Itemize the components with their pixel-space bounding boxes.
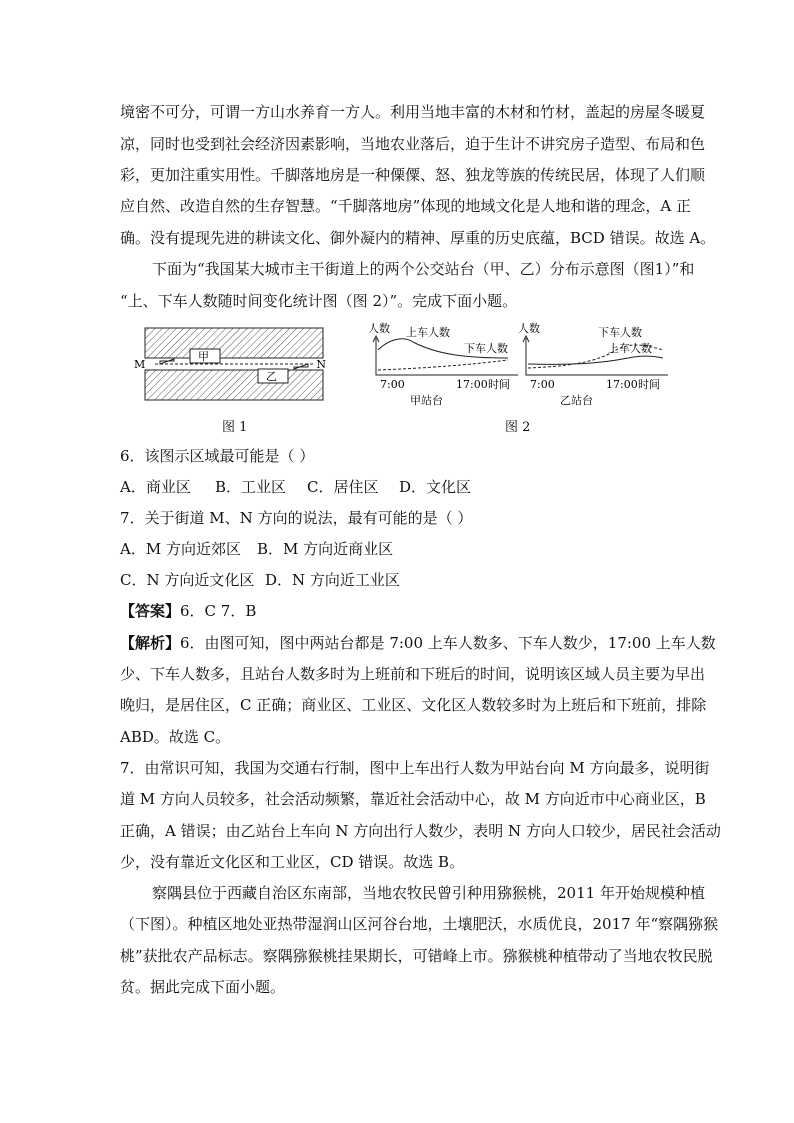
- series-down-label: 下车人数: [464, 342, 508, 355]
- option-c: C．N 方向近文化区: [120, 571, 255, 589]
- text-line: （下图）。种植区地处亚热带湿润山区河谷台地，土壤肥沃，水质优良，2017 年“察隅猕猴: [120, 915, 719, 933]
- option-d: D．N 方向近工业区: [265, 571, 400, 589]
- series-down-line: [378, 360, 508, 370]
- block-north: [145, 328, 323, 358]
- label-m: M: [134, 358, 146, 371]
- text-line: 道 M 方向人员较多，社会活动频繁，靠近社会活动中心，故 M 方向近市中心商业区，B: [120, 790, 706, 808]
- arrow-east-icon: [294, 364, 308, 369]
- xlabel: 时间: [488, 378, 510, 391]
- answer-line: [120, 601, 680, 621]
- series-up-label: 上车人数: [406, 326, 450, 339]
- text-line: 应自然、改造自然的生存智慧。“千脚落地房”体现的地域文化是人地和谐的理念，A 正: [120, 197, 691, 215]
- question-7-options-row1: [120, 539, 680, 559]
- option-c: C．居住区: [307, 478, 379, 496]
- text-line: 7．由常识可知，我国为交通右行制，图中上车出行人数为甲站台向 M 方向最多，说明街: [120, 759, 710, 777]
- text-line: 境密不可分，可谓一方山水养育一方人。利用当地丰富的木材和竹材，盖起的房屋冬暖夏: [120, 103, 706, 121]
- text-line: 少，没有靠近文化区和工业区，CD 错误。故选 B。: [120, 853, 465, 871]
- figure2-chart-yi: [518, 320, 668, 410]
- text-line: 察隅县位于西藏自治区东南部，当地农牧民曾引种用猕猴桃，2011 年开始规模种植: [152, 884, 705, 902]
- ylabel: 人数: [368, 322, 390, 335]
- label-n: N: [316, 358, 326, 371]
- station-label: 乙站台: [560, 394, 593, 407]
- xlabel: 时间: [638, 378, 660, 391]
- question-7: 7．关于街道 M、N 方向的说法，最有可能的是（ ）: [120, 509, 473, 527]
- ylabel: 人数: [518, 322, 540, 335]
- figure2-chart-jia: [368, 320, 518, 410]
- label-yi: 乙: [266, 370, 277, 383]
- intro-line: 下面为“我国某大城市主干街道上的两个公交站台（甲、乙）分布示意图（图1）”和: [152, 260, 695, 278]
- figure1-caption: 图 1: [222, 420, 248, 435]
- text-line: 确。没有提现先进的耕读文化、御外凝内的精神、厚重的历史底蕴，BCD 错误。故选 A。: [120, 229, 716, 247]
- analysis-tag: 【解析】: [120, 634, 181, 652]
- question-7-options-row2: [120, 570, 680, 590]
- text-line: 晚归，是居住区，C 正确；商业区、工业区、文化区人数较多时为上班后和下班前，排除: [120, 696, 707, 714]
- text-line: 彩，更加注重实用性。千脚落地房是一种傈僳、怒、独龙等族的传统民居，体现了人们顺: [120, 166, 706, 184]
- analysis-text: 6．由图可知，图中两站台都是 7:00 上车人数多、下车人数少，17:00 上车人数: [180, 634, 716, 652]
- label-jia: 甲: [198, 350, 209, 363]
- question-6: 6．该图示区域最可能是（ ）: [120, 447, 315, 465]
- analysis-line: [120, 633, 716, 653]
- figure-area: [130, 320, 670, 435]
- series-up-line: [528, 356, 663, 364]
- answer-tag: 【答案】: [120, 602, 181, 620]
- tick-7: 7:00: [530, 378, 555, 391]
- text-line: ABD。故选 C。: [120, 728, 231, 746]
- text-line: 桃”获批农产品标志。察隅猕猴桃挂果期长，可错峰上市。猕猴桃种植带动了当地农牧民脱: [120, 947, 713, 965]
- block-south: [145, 370, 323, 400]
- question-6-options: [120, 477, 680, 497]
- series-up-label: 上车人数: [608, 342, 652, 355]
- option-d: D．文化区: [399, 478, 472, 496]
- arrow-west-icon: [160, 359, 174, 364]
- series-down-label: 下车人数: [598, 326, 642, 339]
- figure2-caption: 图 2: [505, 420, 531, 435]
- text-line: 少、下车人数多，且站台人数多时为上班前和下班后的时间，说明该区域人员主要为早出: [120, 665, 706, 683]
- tick-7: 7:00: [380, 378, 405, 391]
- answer-text: 6．C 7．B: [180, 602, 257, 620]
- tick-17: 17:00: [606, 378, 638, 391]
- option-b: B．工业区: [215, 478, 287, 496]
- option-a: A．商业区: [120, 478, 191, 496]
- station-label: 甲站台: [410, 394, 443, 407]
- text-line: 凉，同时也受到社会经济因素影响，当地农业落后，迫于生计不讲究房子造型、布局和色: [120, 135, 706, 153]
- text-line: 正确，A 错误；由乙站台上车向 N 方向出行人数少，表明 N 方向人口较少，居民社会活动: [120, 822, 721, 840]
- option-a: A．M 方向近郊区: [120, 540, 241, 558]
- tick-17: 17:00: [456, 378, 488, 391]
- text-line: 贫。据此完成下面小题。: [120, 978, 286, 996]
- option-b: B．M 方向近商业区: [257, 540, 394, 558]
- figure1-street-map: [130, 325, 330, 415]
- intro-line: “上、下车人数随时间变化统计图（图 2）”。完成下面小题。: [120, 292, 518, 310]
